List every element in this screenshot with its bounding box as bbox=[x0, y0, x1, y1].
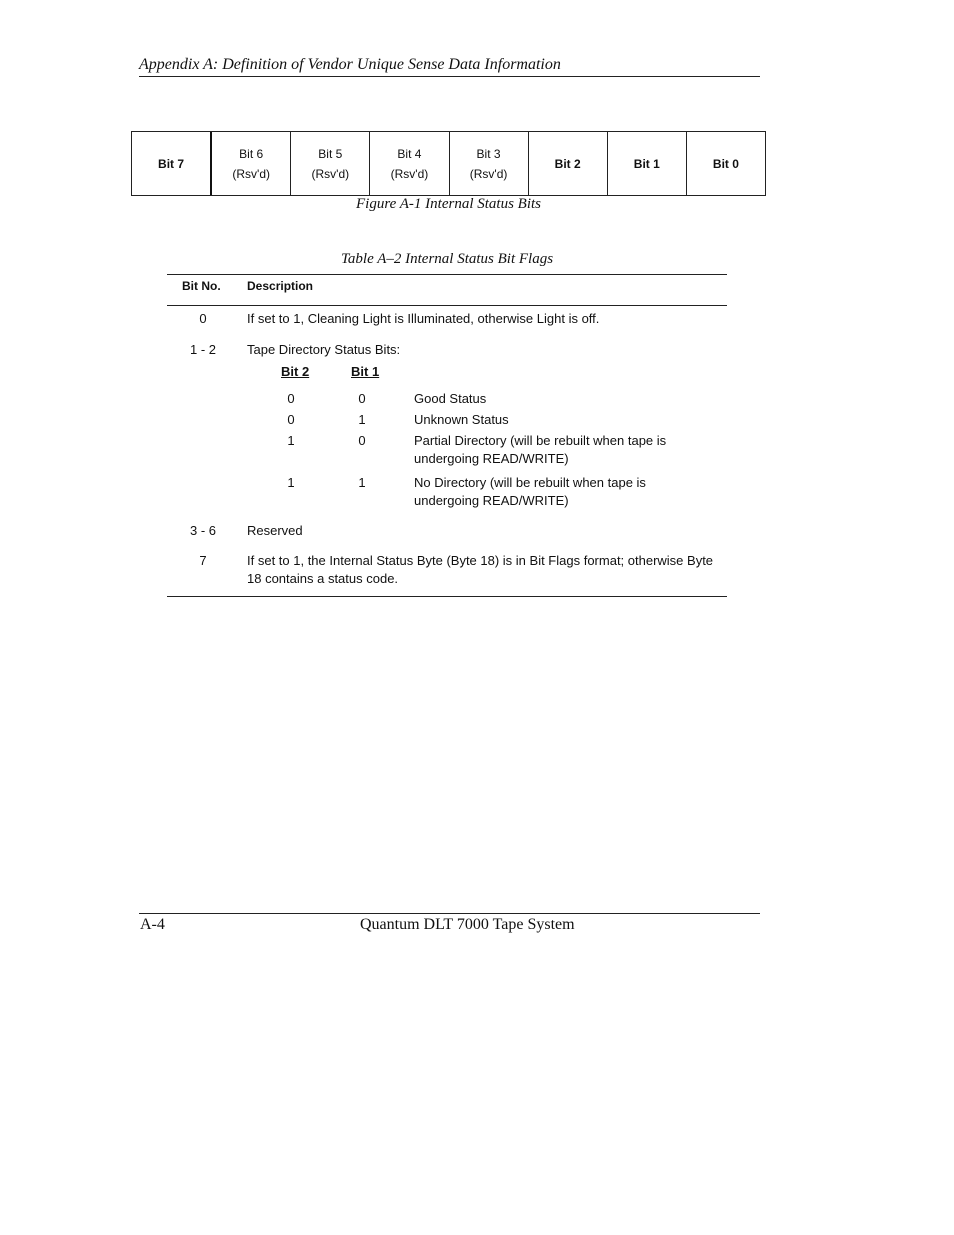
sub-row-bit2-value: 0 bbox=[287, 391, 295, 406]
bit-cell-label: Bit 4 bbox=[397, 146, 422, 161]
page-number: A-4 bbox=[140, 916, 165, 933]
bit-cell-1 bbox=[608, 132, 687, 195]
column-header-description: Description bbox=[247, 279, 314, 293]
bit-cell-note: (Rsv'd) bbox=[232, 166, 270, 181]
table-bottom-rule bbox=[167, 596, 727, 597]
bit-cell-label: Bit 3 bbox=[476, 146, 501, 161]
sub-row-bit1-value: 1 bbox=[358, 412, 366, 427]
footer-divider bbox=[139, 913, 760, 914]
sub-row-bit2-value: 1 bbox=[287, 475, 295, 490]
running-header: Appendix A: Definition of Vendor Unique Sense Data Information bbox=[139, 56, 561, 73]
table-top-rule bbox=[167, 274, 727, 275]
bit-cell-label: Bit 6 bbox=[239, 146, 264, 161]
bit-cell-note: (Rsv'd) bbox=[390, 166, 429, 181]
bit-cell-7 bbox=[132, 132, 212, 195]
sub-row-bit1-value: 0 bbox=[358, 433, 366, 448]
sub-row-meaning: Partial Directory (will be rebuilt when tape is undergoing READ/WRITE) bbox=[414, 433, 667, 466]
footer-title: Quantum DLT 7000 Tape System bbox=[360, 916, 575, 933]
bit-cell-4 bbox=[370, 132, 449, 195]
row-bit-number: 0 bbox=[199, 311, 207, 326]
row-bit-number: 7 bbox=[199, 553, 207, 568]
bit-cell-note: (Rsv'd) bbox=[311, 166, 350, 181]
sub-row-bit2-value: 1 bbox=[287, 433, 295, 448]
header-divider bbox=[139, 76, 760, 77]
bit-cell-3 bbox=[450, 132, 529, 195]
sub-row-meaning: No Directory (will be rebuilt when tape is undergoing READ/WRITE) bbox=[414, 475, 646, 508]
sub-row-bit2-value: 0 bbox=[287, 412, 295, 427]
bit-cell-0 bbox=[687, 132, 765, 195]
sub-row-meaning: Unknown Status bbox=[414, 412, 509, 427]
bit-cell-6 bbox=[212, 132, 291, 195]
row-description: Tape Directory Status Bits: bbox=[247, 342, 401, 357]
sub-row-bit1-value: 0 bbox=[358, 391, 366, 406]
row-bit-number: 3 - 6 bbox=[189, 523, 216, 538]
row-description: Reserved bbox=[247, 523, 303, 538]
sub-row-meaning: Good Status bbox=[414, 391, 487, 406]
table-caption: Table A–2 Internal Status Bit Flags bbox=[340, 251, 554, 267]
table-header-rule bbox=[167, 305, 727, 306]
bit-cell-note: (Rsv'd) bbox=[469, 166, 508, 181]
sub-column-header-bit-2: Bit 2 bbox=[281, 364, 310, 379]
internal-status-bits-figure bbox=[131, 131, 766, 196]
row-bit-number: 1 - 2 bbox=[189, 342, 216, 357]
figure-caption: Figure A-1 Internal Status Bits bbox=[356, 196, 541, 212]
bit-cell-2 bbox=[529, 132, 608, 195]
bit-cell-5 bbox=[291, 132, 370, 195]
sub-column-header-bit-1: Bit 1 bbox=[351, 364, 380, 379]
bit-cell-label: Bit 5 bbox=[318, 146, 343, 161]
row-description: If set to 1, the Internal Status Byte (Byte 18) is in Bit Flags format; otherwise Byte 18 contains a status code. bbox=[247, 553, 714, 586]
bit-cell-label: Bit 1 bbox=[633, 156, 660, 171]
column-header-bit-no: Bit No. bbox=[182, 279, 221, 293]
sub-row-bit1-value: 1 bbox=[358, 475, 366, 490]
bit-cell-label: Bit 0 bbox=[712, 156, 739, 171]
bit-cell-label: Bit 7 bbox=[158, 156, 185, 171]
bit-cell-label: Bit 2 bbox=[554, 156, 581, 171]
row-description: If set to 1, Cleaning Light is Illuminated, otherwise Light is off. bbox=[247, 311, 600, 326]
